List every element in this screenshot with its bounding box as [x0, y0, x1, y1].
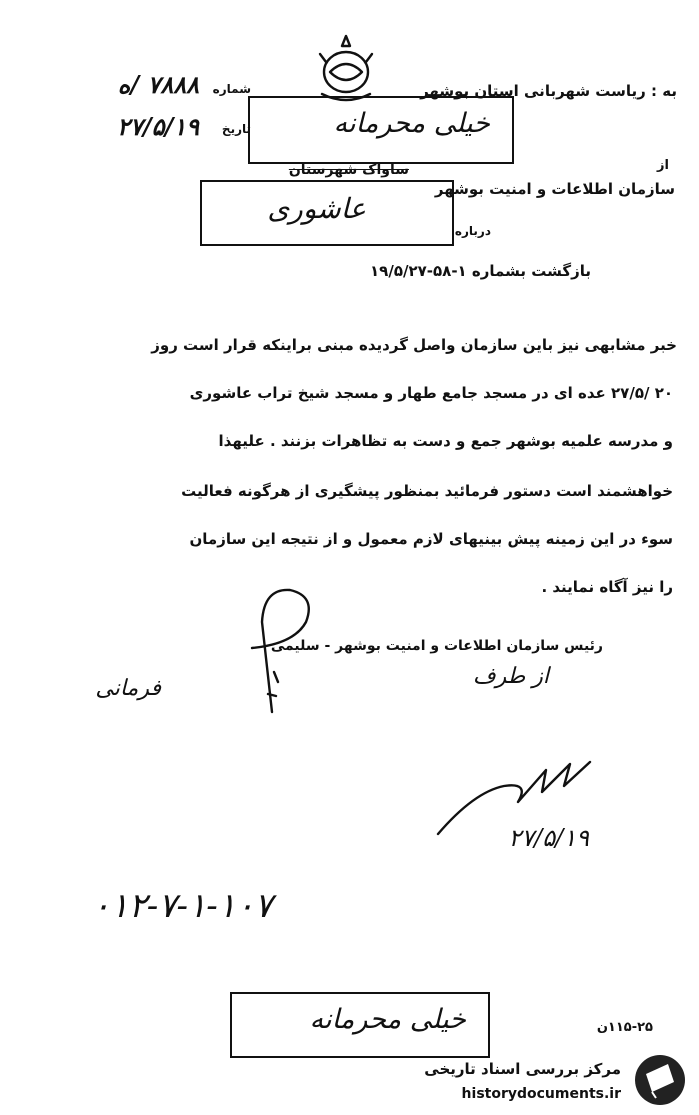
initials-left: فرمانی	[95, 676, 161, 701]
watermark-logo-icon	[630, 1052, 690, 1108]
from-label: از	[657, 158, 669, 173]
reference-line: بازگشت بشماره ۱-۵۸-۱۹/۵/۲۷	[370, 262, 591, 280]
body-line-1: خبر مشابهی نیز باین سازمان واصل گردیده مبنی براینکه قرار است روز	[151, 336, 677, 354]
to-line: به : ریاست شهربانی استان بوشهر	[420, 82, 677, 100]
date-value: ۲۷/۵/۱۹	[117, 112, 199, 141]
number-label: شماره	[212, 82, 251, 96]
bottom-stamp-text: خیلی محرمانه	[309, 1004, 466, 1035]
body-line-2: ۲۰ /۲۷/۵ عده ای در مسجد جامع طهار و مسجد شیخ تراب عاشوری	[189, 384, 673, 402]
classification-stamp-text: خیلی محرمانه	[333, 108, 490, 139]
initials-right: از طرف	[472, 664, 549, 689]
body-line-3: و مدرسه علمیه بوشهر جمع و دست به تظاهرات بزنند . علیهذا	[218, 432, 673, 450]
watermark-name: مرکز بررسی اسناد تاریخی	[424, 1060, 621, 1078]
date-label: تاریخ	[221, 122, 251, 136]
handwritten-date: ۲۷/۵/۱۹	[508, 824, 589, 852]
subject-value: عاشوری	[267, 192, 366, 225]
watermark-url: historydocuments.ir	[461, 1086, 621, 1102]
struck-text: ساواک شهرستان	[288, 162, 409, 178]
page-code: ۱۱۵-۲۵ن	[596, 1020, 653, 1035]
classification-stamp-bottom	[230, 992, 490, 1058]
body-line-4: خواهشمند است دستور فرمائید بمنظور پیشگیری از هرگونه فعالیت	[181, 482, 673, 500]
handwritten-code: ۰۱۲-۷-۱-۱۰۷	[92, 886, 273, 926]
body-line-6: را نیز آگاه نمایند .	[541, 578, 673, 596]
subject-label: درباره	[454, 224, 491, 238]
subject-box	[200, 180, 454, 246]
number-value: ۷۸۸۸ /ه	[117, 70, 199, 99]
from-value: سازمان اطلاعات و امنیت بوشهر	[434, 180, 675, 198]
body-line-5: سوء در این زمینه پیش بینیهای لازم معمول و از نتیجه این سازمان	[189, 530, 673, 548]
classification-stamp-top	[248, 96, 514, 164]
signature-line: رئیس سازمان اطلاعات و امنیت بوشهر - سلیمی	[270, 638, 603, 654]
